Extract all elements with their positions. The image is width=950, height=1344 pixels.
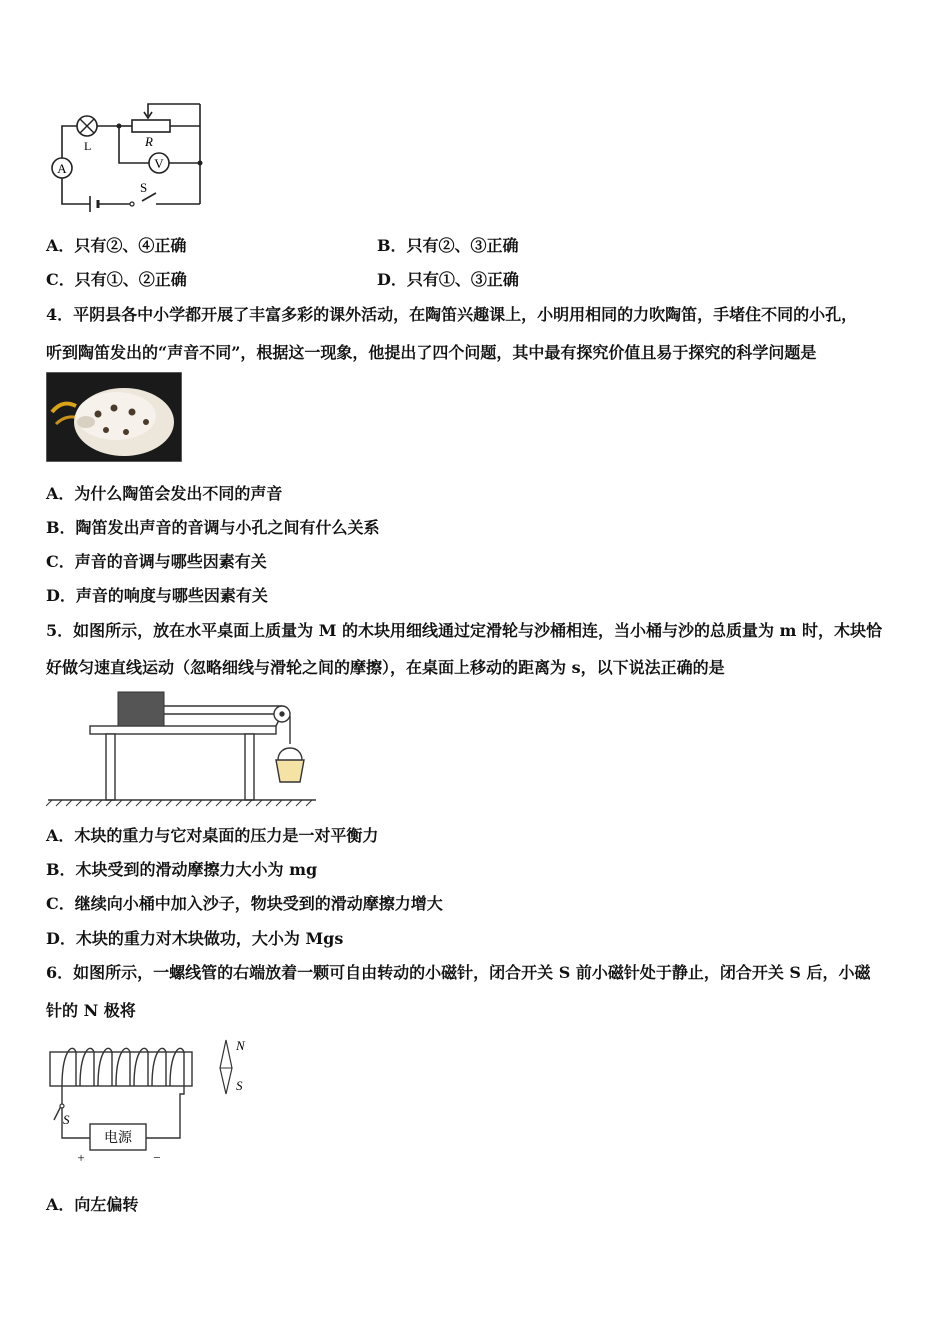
north-label: N (236, 1038, 245, 1053)
q3-option-d: D．只有①、③正确 (377, 270, 519, 289)
q6-stem-line1: 6．如图所示，一螺线管的右端放着一颗可自由转动的小磁针，闭合开关 S 前小磁针处于静止，闭合开关 S 后，小磁 (46, 963, 871, 982)
q6-stem-line2: 针的 N 极将 (46, 1001, 136, 1020)
rheostat-label: R (145, 134, 153, 149)
q4-option-d: D．声音的响度与哪些因素有关 (46, 586, 268, 605)
q3-option-b: B．只有②、③正确 (377, 236, 519, 255)
q5-option-a: A．木块的重力与它对桌面的压力是一对平衡力 (46, 826, 379, 845)
q5-option-b: B．木块受到的滑动摩擦力大小为 mg (46, 860, 318, 879)
q4-option-a: A．为什么陶笛会发出不同的声音 (46, 484, 283, 503)
ocarina-photo (46, 372, 182, 462)
table-pulley-diagram (46, 686, 326, 810)
ammeter-label: A (57, 161, 67, 176)
switch-s-label: S (63, 1112, 70, 1127)
q3-option-c: C．只有①、②正确 (46, 270, 187, 289)
plus-label: + (77, 1150, 85, 1165)
q5-option-c: C．继续向小桶中加入沙子，物块受到的滑动摩擦力增大 (46, 894, 443, 913)
south-label: S (236, 1078, 243, 1093)
voltmeter-label: V (154, 156, 164, 171)
q3-option-a: A．只有②、④正确 (46, 236, 187, 255)
q5-stem-line2: 好做匀速直线运动（忽略细线与滑轮之间的摩擦），在桌面上移动的距离为 s，以下说法正确的是 (46, 658, 725, 677)
q4-option-b: B．陶笛发出声音的音调与小孔之间有什么关系 (46, 518, 380, 537)
q4-stem-line2: 听到陶笛发出的“声音不同”，根据这一现象，他提出了四个问题，其中最有探究价值且易于探究的科学问题是 (46, 343, 817, 362)
circuit-diagram (44, 96, 214, 216)
power-label: 电源 (104, 1131, 132, 1146)
minus-label: − (153, 1150, 161, 1165)
compass-needle (220, 1040, 232, 1094)
lamp-label: L (84, 139, 92, 153)
q4-option-c: C．声音的音调与哪些因素有关 (46, 552, 267, 571)
q6-option-a: A．向左偏转 (46, 1195, 139, 1214)
lamp-symbol (77, 116, 97, 136)
q5-stem-line1: 5．如图所示，放在水平桌面上质量为 M 的木块用细线通过定滑轮与沙桶相连，当小桶与沙的总质量为 m 时，木块恰 (46, 621, 883, 640)
q5-option-d: D．木块的重力对木块做功，大小为 Mgs (46, 929, 344, 948)
q4-stem-line1: 4．平阴县各中小学都开展了丰富多彩的课外活动，在陶笛兴趣课上，小明用相同的力吹陶笛，手堵住不同的小孔， (46, 305, 858, 324)
solenoid-diagram (44, 1032, 264, 1172)
switch-label: S (140, 180, 148, 195)
